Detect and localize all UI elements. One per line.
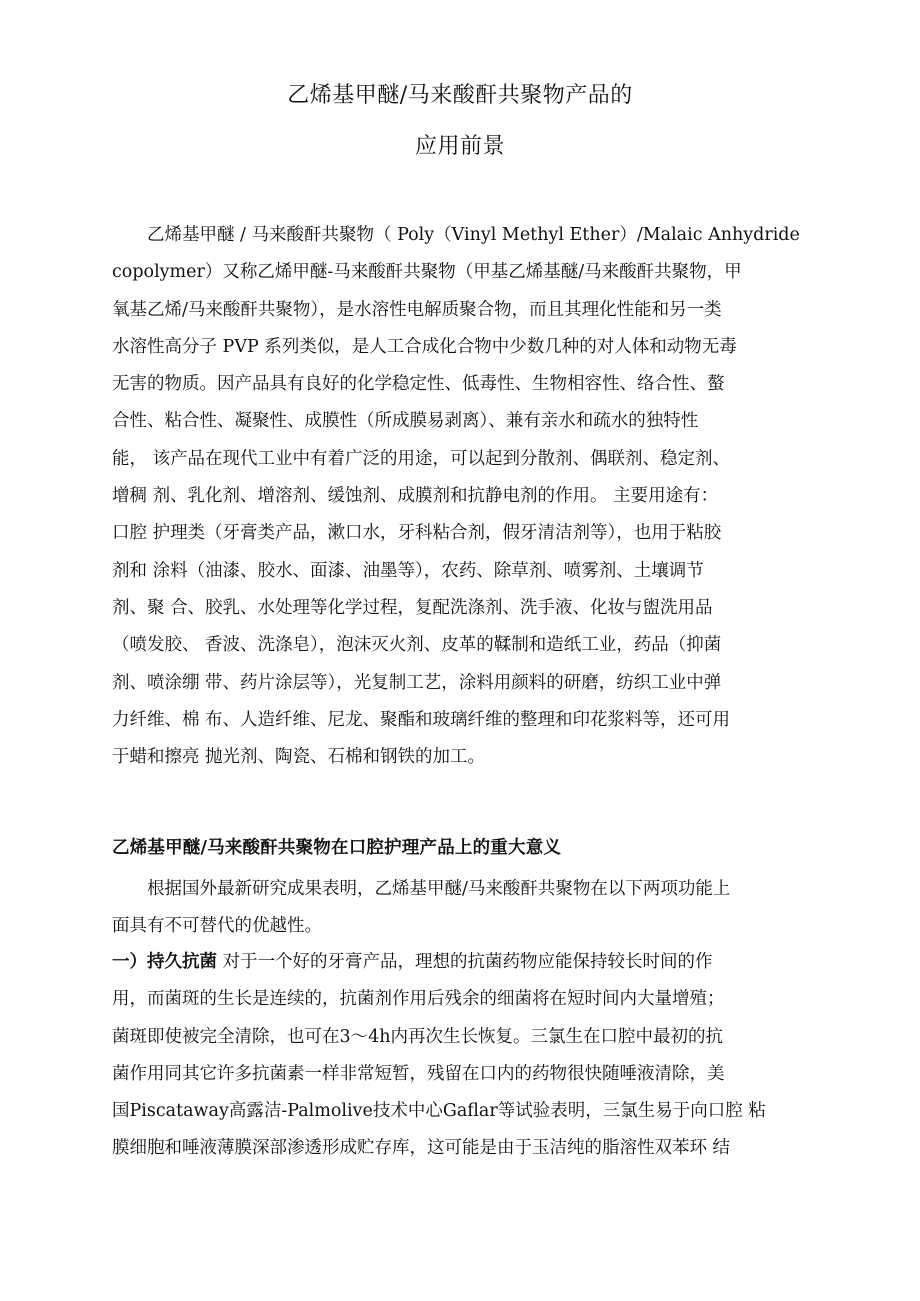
item-1-paragraph (112, 944, 812, 1168)
paragraph-line: 合性、粘合性、凝聚性、成膜性（所成膜易剥离）、兼有亲水和疏水的独特性 (112, 411, 699, 432)
item-1-lead: 一）持久抗菌 (112, 952, 217, 972)
paragraph-line: 力纤维、棉 布、人造纤维、尼龙、聚酯和玻璃纤维的整理和印花浆料等，还可用 (112, 709, 731, 730)
paragraph-line: 水溶性高分子 PVP 系列类似，是人工合成化合物中少数几种的对人体和动物无毒 (112, 336, 737, 357)
paragraph-line: copolymer）又称乙烯甲醚-马来酸酐共聚物（甲基乙烯基醚/马来酸酐共聚物，甲 (112, 262, 742, 283)
paragraph-line: 菌斑即使被完全清除，也可在3〜4h内再次生长恢复。三氯生在口腔中最初的抗 (112, 1026, 724, 1047)
paragraph-line: 剂和 涂料（油漆、胶水、面漆、油墨等），农药、除草剂、喷雾剂、土壤调节 (112, 560, 704, 581)
paragraph-line: 无害的物质。因产品具有良好的化学稳定性、低毒性、生物相容性、络合性、螯 (112, 374, 725, 395)
section-heading: 乙烯基甲醚/马来酸酐共聚物在口腔护理产品上的重大意义 (112, 838, 562, 858)
paragraph-line: 面具有不可替代的优越性。 (112, 916, 322, 937)
document-title-line-2: 应用前景 (414, 134, 505, 159)
paragraph-line: 用，而菌斑的生长是连续的，抗菌剂作用后残余的细菌将在短时间内大量增殖； (112, 989, 725, 1010)
intro-paragraph (112, 217, 812, 776)
paragraph-line: 氧基乙烯/马来酸酐共聚物），是水溶性电解质聚合物，而且其理化性能和另一类 (112, 299, 722, 320)
paragraph-line: 剂、聚 合、胶乳、水处理等化学过程，复配洗涤剂、洗手液、化妆与盥洗用品 (112, 597, 713, 618)
paragraph-line: 国Piscataway高露洁-Palmolive技术中心Gaflar等试验表明，三氯生易于向口腔 粘 (112, 1101, 766, 1122)
paragraph-line: （喷发胶、 香波、洗涤皂），泡沫灭火剂、皮革的鞣制和造纸工业，药品（抑菌 (112, 635, 722, 656)
paragraph-line: 菌作用同其它许多抗菌素一样非常短暂，残留在口内的药物很快随唾液清除，美 (112, 1063, 725, 1084)
paragraph-line: 能， 该产品在现代工业中有着广泛的用途，可以起到分散剂、偶联剂、稳定剂、 (112, 448, 731, 469)
paragraph-line: 口腔 护理类（牙膏类产品，漱口水，牙科粘合剂，假牙清洁剂等），也用于粘胶 (112, 523, 722, 544)
paragraph-line (112, 944, 812, 981)
paragraph-line: 乙烯基甲醚 / 马来酸酐共聚物（ Poly（Vinyl Methyl Ether）/Malaic Anhydride (112, 225, 800, 245)
paragraph-line: 剂、喷涂绷 带、药片涂层等），光复制工艺，涂料用颜料的研磨，纺织工业中弹 (112, 672, 722, 693)
paragraph-line: 增稠 剂、乳化剂、增溶剂、缓蚀剂、成膜剂和抗静电剂的作用。 主要用途有： (112, 486, 719, 507)
section-intro-paragraph (112, 871, 812, 946)
paragraph-line: 根据国外最新研究成果表明，乙烯基甲醚/马来酸酐共聚物在以下两项功能上 (112, 879, 731, 899)
item-1-text: 对于一个好的牙膏产品，理想的抗菌药物应能保持较长时间的作 (217, 952, 713, 972)
paragraph-line: 膜细胞和唾液薄膜深部渗透形成贮存库，这可能是由于玉洁纯的脂溶性双苯环 结 (112, 1138, 731, 1159)
document-title-line-1: 乙烯基甲醚/马来酸酐共聚物产品的 (287, 83, 633, 108)
paragraph-line: 于蜡和擦亮 抛光剂、陶瓷、石棉和钢铁的加工。 (112, 747, 486, 768)
